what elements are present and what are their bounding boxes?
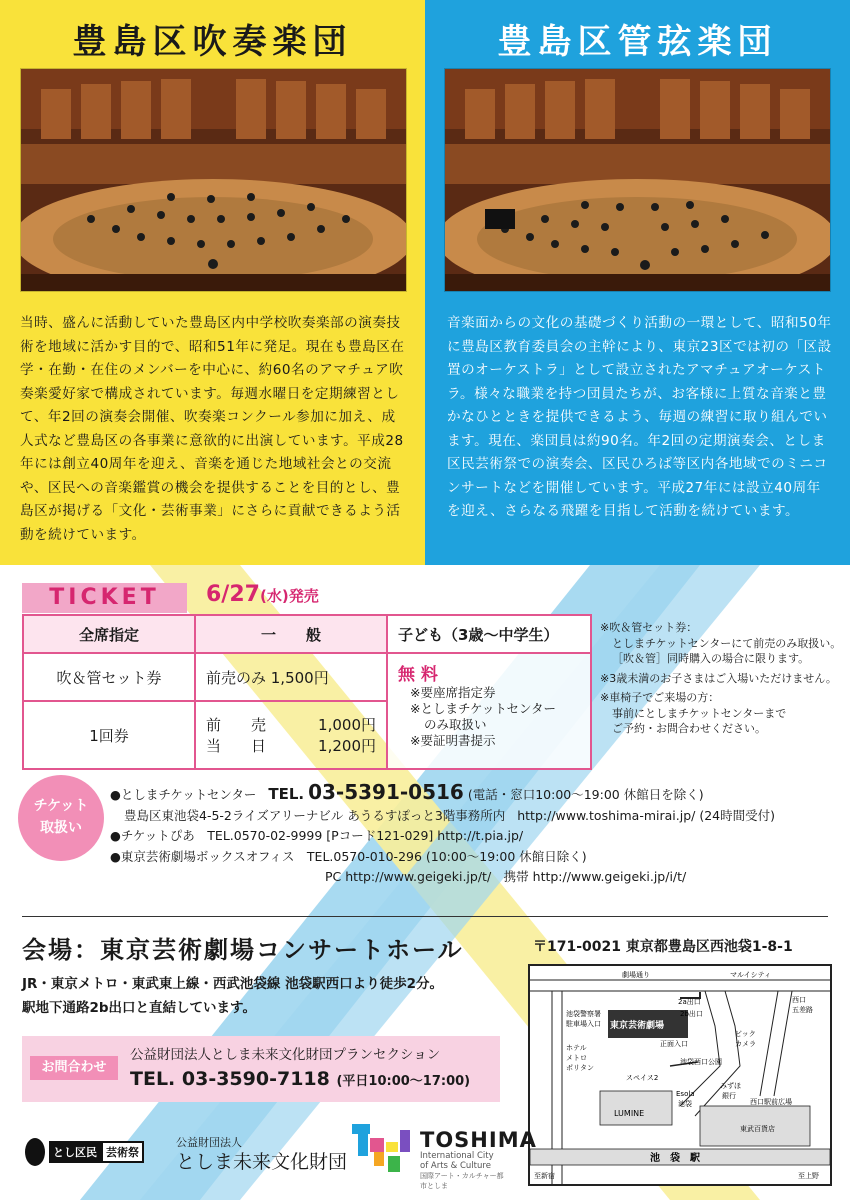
string-orchestra-title: 豊島区管弦楽団 xyxy=(497,22,778,62)
toshima-url-link[interactable]: http://www.toshima-mirai.jp/ (24時間受付) xyxy=(517,807,775,823)
svg-text:池袋: 池袋 xyxy=(678,1100,692,1108)
ticket-row-set xyxy=(23,653,591,701)
toshima-ticket-tel[interactable]: 03-5391-0516 xyxy=(308,780,464,804)
svg-text:東武百貨店: 東武百貨店 xyxy=(740,1125,775,1133)
string-orchestra-description: 音楽面からの文化の基礎づくり活動の一環として、昭和50年に豊島区教育委員会の主幹により、東京23区では初の「区設置のオーケストラ」として設立されたアマチュアオーケストラ。様々な職業を持つ団員たちが、お客様に上質な音楽と豊かなひとときを提供できるよう、毎週の練習に取り組んでいます。現在、楽団員は約90名。年2回の定期演奏会、としま区民芸術祭での演奏会、区民ひろば等区内各地域でのミニコンサートなどを開催しています。平成27年には設立40周年を迎え、さらなる飛躍を目指して活動を続けています。 xyxy=(447,315,832,519)
venue-map xyxy=(528,964,832,1186)
svg-text:池袋警察署: 池袋警察署 xyxy=(566,1010,601,1018)
ticket-handling-info: ●としまチケットセンター TEL. 03-5391-0516 (電話・窓口10:00〜19:00 休館日を除く) 豊島区東池袋4-5-2ライズアリーナビル あうるすぽっと3階事務所内 http://www.toshima-mirai.jp/ (24時間受付) ●チケットぴあ TEL.0570-02-9999 [Pコード121-029] http://t.pia.jp/ ●東京芸術劇場ボックスオフィス TEL.0570-010-296 (10:00〜19:00 休館日除く) PC http://www.geigeki.jp/t/ 携帯 http://www.geigeki.jp/i/t/ xyxy=(110,782,845,888)
svg-text:銀行: 銀行 xyxy=(722,1092,736,1100)
contact-tel[interactable]: TEL. 03-3590-7118 (平日10:00〜17:00) xyxy=(130,1068,471,1090)
single-ticket-prices: 前 売 1,000円 当 日 1,200円 xyxy=(195,701,387,769)
geigeki-box-office[interactable]: ●東京芸術劇場ボックスオフィス TEL.0570-010-296 (10:00〜19:00 休館日除く) xyxy=(110,848,587,864)
ticket-table xyxy=(22,614,592,770)
header-child: 子ども（3歳〜中学生） xyxy=(387,615,591,653)
ticket-sale-date: 6/27(水)発売 xyxy=(206,582,319,607)
set-ticket-price: 前売のみ 1,500円 xyxy=(195,653,387,701)
contact-tag: お問合わせ xyxy=(30,1056,118,1080)
svg-text:池袋西口公園: 池袋西口公園 xyxy=(680,1058,722,1066)
child-ticket-cell xyxy=(387,653,591,769)
geigeki-web[interactable]: PC http://www.geigeki.jp/t/ 携帯 http://www.geigeki.jp/i/t/ xyxy=(325,869,687,884)
map-gekijodori: 劇場通り xyxy=(622,971,650,979)
svg-text:メトロ: メトロ xyxy=(566,1054,587,1062)
toshima-ticket-center: ●としまチケットセンター TEL. 03-5391-0516 (電話・窓口10:00〜19:00 休館日を除く) xyxy=(110,780,704,804)
wind-orchestra-description: 当時、盛んに活動していた豊島区内中学校吹奏楽部の演奏技術を地域に活かす目的で、昭和51年に発足。現在も豊島区在学・在勤・在住のメンバーを中心に、約60名のアマチュア吹奏楽愛好家で構成されています。毎週水曜日を定期練習として、年2回の演奏会開催、吹奏楽コンクール参加に加え、成人式など豊島区の各事業に意欲的に出演しています。平成28年には創立40周年を迎え、音楽を通じた地域社会との交流や、区民への音楽鑑賞の機会を提供することを目的とし、豊島区が掲げる「文化・芸術事業」にさらに貢献できるよう活動を続けています。 xyxy=(20,315,405,543)
ticket-side-notes: ※吹＆管セット券： としまチケットセンターにて前売のみ取扱い。 ［吹＆管］同時購入の場合に限ります。 ※3歳未満のお子さまはご入場いただけません。 ※車椅子でご来場の方： 事前にとしまチケットセンターまで ご予約・お問合わせください。 xyxy=(600,621,842,735)
set-ticket-name: 吹＆管セット券 xyxy=(23,653,195,701)
toshima-sub: International City of Arts & Culture 国際アート・カルチャー都市としま xyxy=(420,1151,504,1190)
contact-org: 公益財団法人としま未来文化財団プランセクション xyxy=(130,1047,441,1063)
wind-orchestra-title: 豊島区吹奏楽団 xyxy=(72,22,353,62)
ticket-label: TICKET xyxy=(22,583,187,613)
map-exit-2b: 2b出口 xyxy=(680,1010,703,1018)
svg-text:スペイス2: スペイス2 xyxy=(626,1074,659,1082)
svg-text:ビック: ビック xyxy=(735,1030,756,1038)
svg-text:ホテル: ホテル xyxy=(566,1044,587,1052)
section-divider xyxy=(22,916,828,917)
child-free: 無 料 xyxy=(398,665,438,685)
toshima-logo-icon xyxy=(352,1124,412,1176)
svg-text:西口: 西口 xyxy=(792,996,806,1004)
svg-text:Esola: Esola xyxy=(676,1090,695,1098)
toshima-name: TOSHIMA xyxy=(420,1128,537,1152)
string-orchestra-photo xyxy=(444,68,831,292)
wind-orchestra-photo xyxy=(20,68,407,292)
svg-text:駐車場入口: 駐車場入口 xyxy=(566,1020,601,1028)
header-general: 一 般 xyxy=(195,615,387,653)
map-exit-2a: 2a出口 xyxy=(678,998,701,1006)
map-station: 池 袋 駅 xyxy=(650,1153,700,1164)
svg-text:ポリタン: ポリタン xyxy=(566,1064,594,1072)
ticket-table-header xyxy=(23,615,591,653)
logo-mark-icon xyxy=(25,1138,45,1166)
geijutsusai-logo: とし区民 芸術祭 xyxy=(25,1138,144,1166)
single-ticket-name: 1回券 xyxy=(23,701,195,769)
venue-title: 会場：東京芸術劇場コンサートホール xyxy=(22,936,464,964)
ticket-pia[interactable]: ●チケットぴあ TEL.0570-02-9999 [Pコード121-029] http://t.pia.jp/ xyxy=(110,828,524,843)
ticket-handling-badge: チケット 取扱い xyxy=(18,775,104,861)
foundation-name: としま未来文化財団 xyxy=(176,1151,348,1173)
svg-text:LUMINE: LUMINE xyxy=(614,1109,645,1118)
map-hall: 東京芸術劇場 xyxy=(610,1021,665,1031)
map-marui: マルイシティ xyxy=(730,971,772,979)
svg-text:至新宿: 至新宿 xyxy=(534,1172,555,1180)
svg-text:みずほ: みずほ xyxy=(720,1082,741,1090)
svg-text:カメラ: カメラ xyxy=(735,1040,756,1048)
venue-address: 〒171-0021 東京都豊島区西池袋1-8-1 xyxy=(533,939,793,955)
foundation-sub: 公益財団法人 xyxy=(176,1136,242,1149)
svg-text:正面入口: 正面入口 xyxy=(660,1040,688,1048)
child-notes: ※要座席指定券 ※としまチケットセンター のみ取扱い ※要証明書提示 xyxy=(410,685,556,748)
svg-text:西口駅前広場: 西口駅前広場 xyxy=(750,1098,792,1106)
svg-text:五差路: 五差路 xyxy=(792,1006,813,1014)
header-seat-type: 全席指定 xyxy=(23,615,195,653)
venue-access: JR・東京メトロ・東武東上線・西武池袋線 池袋駅西口より徒歩2分。 駅地下通路2b出口と直結しています。 xyxy=(22,976,444,1016)
svg-text:至上野: 至上野 xyxy=(798,1172,819,1180)
